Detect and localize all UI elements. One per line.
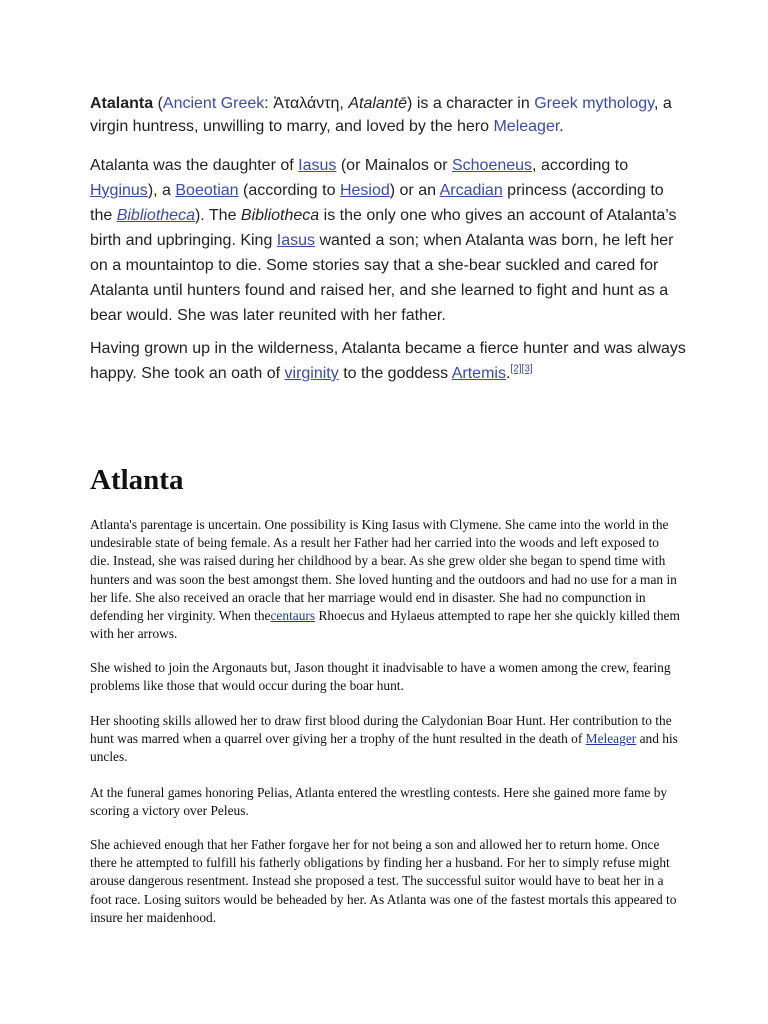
text: and his uncles.	[90, 731, 678, 765]
text: .	[505, 365, 511, 382]
hesiod-link[interactable]: Hesiod	[339, 182, 390, 199]
bibliotheca-link[interactable]	[117, 207, 195, 224]
section-heading: Atlanta	[90, 464, 184, 496]
artemis-link[interactable]: Artemis	[451, 365, 506, 382]
text: Atlanta's parentage is uncertain. One possibility is King Iasus with Clymene. She came into the world in the undesirable state of being female. As a result her Father had her carried into the woods and left exposed to die. Instead, she was raised during her childhood by a bear. As she grew older she began to spend time with hunters and was soon the best amongst them. She loved hunting and the outdoors and had no use for a man in her life. She also received an oracle that her marriage would end in disaster. She had no compunction in defending her virginity. When the	[90, 517, 677, 624]
meleager-link[interactable]: Meleager	[493, 118, 560, 135]
text: .	[559, 118, 564, 135]
birth-paragraph	[90, 153, 690, 328]
text: (	[153, 95, 163, 112]
text: : Ἀταλάντη,	[264, 95, 349, 112]
greek-mythology-link[interactable]: Greek mythology	[534, 95, 654, 112]
virginity-link[interactable]: virginity	[284, 365, 339, 382]
text: Having grown up in the wilderness, Atalanta became a fierce hunter and was always happy. She took an oath of	[90, 340, 686, 382]
reference-2-link[interactable]: [2]	[510, 363, 522, 375]
text: Her shooting skills allowed her to draw first blood during the Calydonian Boar Hunt. Her contribution to the hunt was marred when a quarrel over giving her a trophy of the hunt resulted in the death of	[90, 713, 672, 747]
bibliotheca-link-text: Bibliotheca	[116, 207, 195, 224]
iasus-link[interactable]: Iasus	[298, 157, 337, 174]
schoeneus-link[interactable]: Schoeneus	[451, 157, 533, 174]
meleager-link-2[interactable]: Meleager	[585, 731, 637, 747]
ancient-greek-link[interactable]: Ancient Greek	[162, 95, 265, 112]
hyginus-link[interactable]: Hyginus	[90, 182, 148, 199]
boar-hunt-paragraph	[90, 712, 680, 767]
article-subject-name: Atalanta	[90, 95, 154, 112]
intro-paragraph	[90, 92, 710, 138]
parentage-paragraph	[90, 516, 680, 643]
text: , a virgin huntress, unwilling to marry, and loved by the hero	[90, 95, 672, 135]
reference-3-link[interactable]: [3]	[521, 363, 533, 375]
argonauts-paragraph: She wished to join the Argonauts but, Jason thought it inadvisable to have a women among the crew, fearing problems like those that would occur during the boar hunt.	[90, 660, 671, 694]
bibliotheca-title: Bibliotheca	[240, 207, 320, 224]
text: princess (according to the	[90, 182, 664, 224]
text: ). The	[194, 207, 241, 224]
text: (or Mainalos or	[336, 157, 452, 174]
centaurs-link[interactable]: centaurs	[270, 608, 316, 624]
text: wanted a son; when Atalanta was born, he left her on a mountaintop to die. Some stories say that a she-bear suckled and cared for Atalanta until hunters found and raised her, and she learned to fight and hunt as a bear would. She was later reunited with her father.	[90, 232, 674, 324]
foot-race-paragraph: She achieved enough that her Father forgave her for not being a son and allowed her to return home. Once there he attempted to fulfill his fatherly obligations by finding her a husband. For her to simply refuse might arouse dangerous resentment. Instead she proposed a test. The successful suitor would have to beat her in a foot race. Losing suitors would be beheaded by her. As Atlanta was one of the fastest mortals this appeared to insure her maidenhood.	[90, 837, 677, 925]
text: Rhoecus and Hylaeus attempted to rape her she quickly killed them with her arrows.	[90, 608, 680, 642]
boeotian-link[interactable]: Boeotian	[175, 182, 239, 199]
wilderness-paragraph	[90, 336, 690, 386]
text: ) is a character in	[407, 95, 535, 112]
text: , according to	[532, 157, 629, 174]
arcadian-link[interactable]: Arcadian	[439, 182, 503, 199]
text: to the goddess	[338, 365, 452, 382]
text: ), a	[147, 182, 176, 199]
text: ) or an	[389, 182, 440, 199]
text: (according to	[238, 182, 340, 199]
transliteration: Atalantē	[348, 95, 408, 112]
text: is the only one who gives an account of Atalanta’s birth and upbringing. King	[90, 207, 677, 249]
funeral-games-paragraph: At the funeral games honoring Pelias, Atlanta entered the wrestling contests. Here she gained more fame by scoring a victory over Peleus.	[90, 785, 668, 819]
iasus-link-2[interactable]: Iasus	[276, 232, 316, 249]
text: Atalanta was the daughter of	[90, 157, 299, 174]
